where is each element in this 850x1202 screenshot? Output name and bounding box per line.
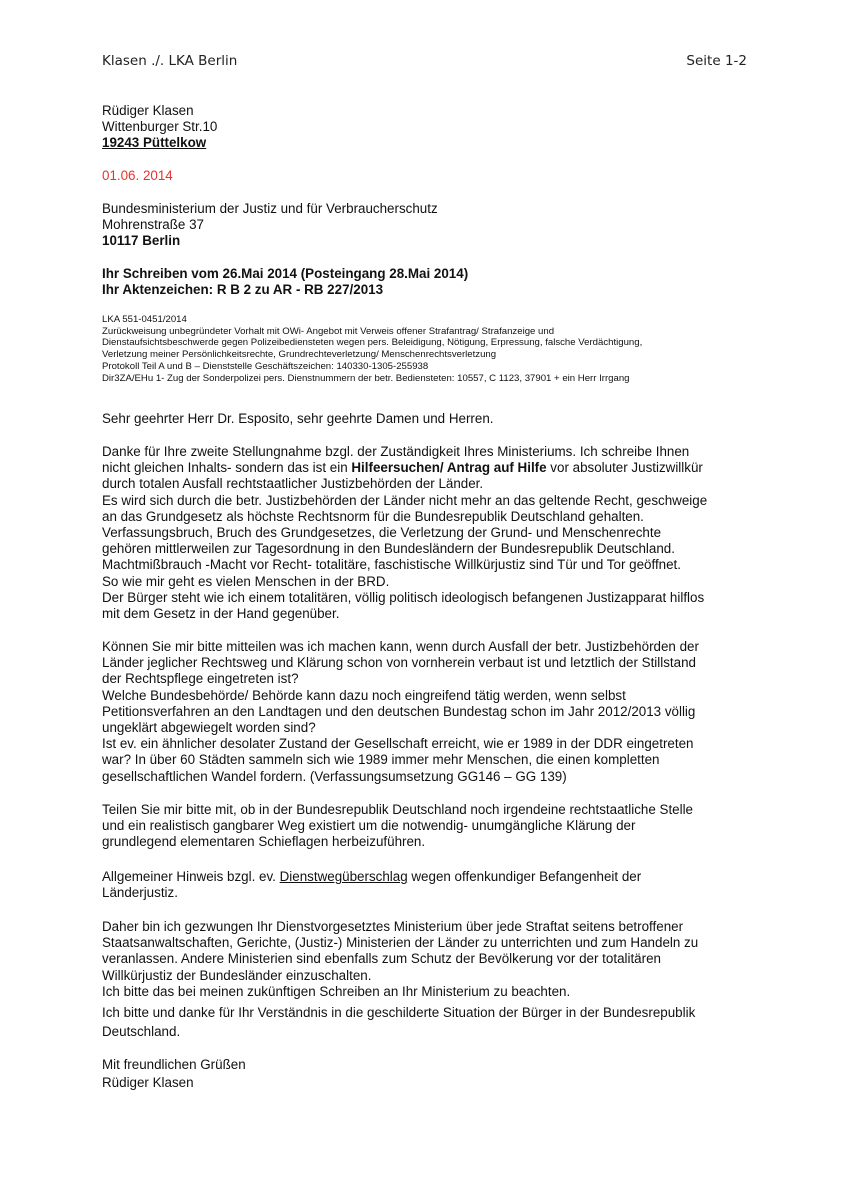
- paragraph-5: [102, 919, 762, 1000]
- paragraph-line: Willkürjustiz der Bundesländer einzuschalten.: [102, 967, 372, 983]
- salutation: Sehr geehrter Herr Dr. Esposito, sehr geehrte Damen und Herren.: [102, 411, 494, 426]
- text-run: vor absoluter Justizwillkür: [546, 460, 703, 476]
- paragraph-line: Machtmißbrauch -Macht vor Recht- totalitäre, faschistische Willkürjustiz sind Tür und Tor geöffnet.: [102, 557, 681, 573]
- subject-line-1: Ihr Schreiben vom 26.Mai 2014 (Posteingang 28.Mai 2014): [102, 266, 469, 281]
- paragraph-line: Verfassungsbruch, Bruch des Grundgesetzes, die Verletzung der Grund- und Menschenrechte: [102, 525, 662, 541]
- recipient-street: Mohrenstraße 37: [102, 217, 204, 232]
- recipient-name: Bundesministerium der Justiz und für Verbraucherschutz: [102, 201, 438, 216]
- recipient-city: 10117 Berlin: [102, 233, 181, 248]
- paragraph-line: Deutschland.: [102, 1024, 181, 1039]
- letter-date: 01.06. 2014: [102, 168, 173, 183]
- closing-greeting: Mit freundlichen Grüßen: [102, 1057, 246, 1072]
- text-run: Allgemeiner Hinweis bzgl. ev.: [102, 869, 280, 884]
- reference-line: Zurückweisung unbegründeter Vorhalt mit OWi- Angebot mit Verweis offener Strafantrag/ Strafanzeige und: [102, 325, 555, 337]
- emphasis-text: Hilfeersuchen/ Antrag auf Hilfe: [351, 460, 547, 476]
- paragraph-line: gesellschaftlichen Wandel fordern. (Verfassungsumsetzung GG146 – GG 139): [102, 768, 567, 784]
- paragraph-line: Es wird sich durch die betr. Justizbehörden der Länder nicht mehr an das geltende Recht, geschweige: [102, 492, 708, 508]
- underlined-term: Dienstwegüberschlag: [279, 869, 408, 884]
- paragraph-line: war? In über 60 Städten sammeln sich wie 1989 immer mehr Menschen, die einen kompletten: [102, 752, 660, 768]
- paragraph-line: Können Sie mir bitte mitteilen was ich machen kann, wenn durch Ausfall der betr. Justizbehörden der: [102, 639, 699, 654]
- paragraph-line: Daher bin ich gezwungen Ihr Dienstvorgesetztes Ministerium über jede Straftat seitens betroffener: [102, 919, 684, 934]
- paragraph-line: ungeklärt abgewiegelt worden sind?: [102, 720, 316, 736]
- paragraph-line: Länderjustiz.: [102, 885, 178, 901]
- paragraph-line: Petitionsverfahren an den Landtagen und den deutschen Bundestag schon im Jahr 2012/2013 völlig: [102, 703, 696, 719]
- closing: [102, 1056, 762, 1092]
- paragraph-line: Teilen Sie mir bitte mit, ob in der Bundesrepublik Deutschland noch irgendeine rechtstaatliche Stelle: [102, 802, 694, 817]
- reference-line: Dienstaufsichtsbeschwerde gegen Polizeibediensteten wegen pers. Beleidigung, Nötigung, Erpressung, falsche Verdächtigung,: [102, 337, 643, 349]
- header-left: Klasen ./. LKA Berlin: [102, 53, 238, 69]
- paragraph-line: Länder jeglicher Rechtsweg und Klärung schon von vornherein verbaut ist und letztlich der Stillstand: [102, 655, 696, 671]
- paragraph-line: grundlegend elementaren Schieflagen herbeizuführen.: [102, 834, 426, 850]
- sender-name: Rüdiger Klasen: [102, 103, 194, 118]
- closing-name: Rüdiger Klasen: [102, 1075, 194, 1090]
- text-run: nicht gleichen Inhalts- sondern das ist ein: [102, 460, 352, 476]
- paragraph-line: Welche Bundesbehörde/ Behörde kann dazu noch eingreifend tätig werden, wenn selbst: [102, 687, 626, 703]
- paragraph-line: der Rechtspflege eingetreten ist?: [102, 671, 299, 687]
- reference-line: LKA 551-0451/2014: [102, 314, 187, 325]
- sender-address: [102, 103, 762, 151]
- paragraph-line: [102, 460, 762, 476]
- paragraph-line: Ist ev. ein ähnlicher desolater Zustand der Gesellschaft erreicht, wie er 1989 in der DDR eingetreten: [102, 736, 694, 752]
- paragraph-line: gehören mittlerweilen zur Tagesordnung in den Bundesländern der Bundesrepublik Deutschland.: [102, 541, 675, 557]
- paragraph-line: durch totalen Ausfall rechtstaatlicher Justizbehörden der Länder.: [102, 476, 484, 492]
- paragraph-line: [102, 869, 762, 885]
- paragraph-4: [102, 869, 762, 901]
- header-page-number: Seite 1-2: [686, 53, 747, 69]
- paragraph-line: So wie mir geht es vielen Menschen in der BRD.: [102, 573, 390, 589]
- paragraph-line: Ich bitte das bei meinen zukünftigen Schreiben an Ihr Ministerium zu beachten.: [102, 983, 571, 999]
- paragraph-line: veranlassen. Andere Ministerien sind ebenfalls zum Schutz der Bevölkerung vor der totalitären: [102, 951, 661, 967]
- subject-line-2: Ihr Aktenzeichen: R B 2 zu AR - RB 227/2013: [102, 282, 384, 297]
- paragraph-line: mit dem Gesetz in der Hand gegenüber.: [102, 606, 340, 622]
- text-run: wegen offenkundiger Befangenheit der: [407, 869, 642, 884]
- paragraph-6: [102, 1003, 762, 1041]
- recipient-address: [102, 201, 762, 249]
- paragraph-3: [102, 802, 762, 851]
- reference-line: Verletzung meiner Persönlichkeitsrechte, Grundrechteverletzung/ Menschenrechtsverletzung: [102, 349, 497, 361]
- paragraph-line: Der Bürger steht wie ich einem totalitären, völlig politisch ideologisch befangenen Justizapparat hilflos: [102, 589, 705, 605]
- reference-line: Protokoll Teil A und B – Dienststelle Geschäftszeichen: 140330-1305-255938: [102, 360, 429, 372]
- reference-line: Dir3ZA/EHu 1- Zug der Sonderpolizei pers. Dienstnummern der betr. Bediensteten: 10557, C 1123, 37901 + ein Herr Irrgang: [102, 372, 630, 384]
- paragraph-line: Danke für Ihre zweite Stellungnahme bzgl. der Zuständigkeit Ihres Ministeriums. Ich schreibe Ihnen: [102, 444, 690, 459]
- reference-block: [102, 314, 762, 384]
- paragraph-line: Ich bitte und danke für Ihr Verständnis in die geschilderte Situation der Bürger in der Bundesrepublik: [102, 1005, 696, 1020]
- sender-city: 19243 Püttelkow: [102, 135, 207, 150]
- paragraph-line: an das Grundgesetz als höchste Rechtsnorm für die Bundesrepublik Deutschland gehalten.: [102, 508, 644, 524]
- paragraph-line: und ein realistisch gangbarer Weg existiert um die notwendig- unumgängliche Klärung der: [102, 818, 636, 834]
- subject: [102, 266, 762, 298]
- paragraph-1: [102, 444, 762, 622]
- paragraph-2: [102, 639, 762, 785]
- sender-street: Wittenburger Str.10: [102, 119, 218, 134]
- paragraph-line: Staatsanwaltschaften, Gerichte, (Justiz-) Ministerien der Länder zu unterrichten und zum Handeln zu: [102, 935, 699, 951]
